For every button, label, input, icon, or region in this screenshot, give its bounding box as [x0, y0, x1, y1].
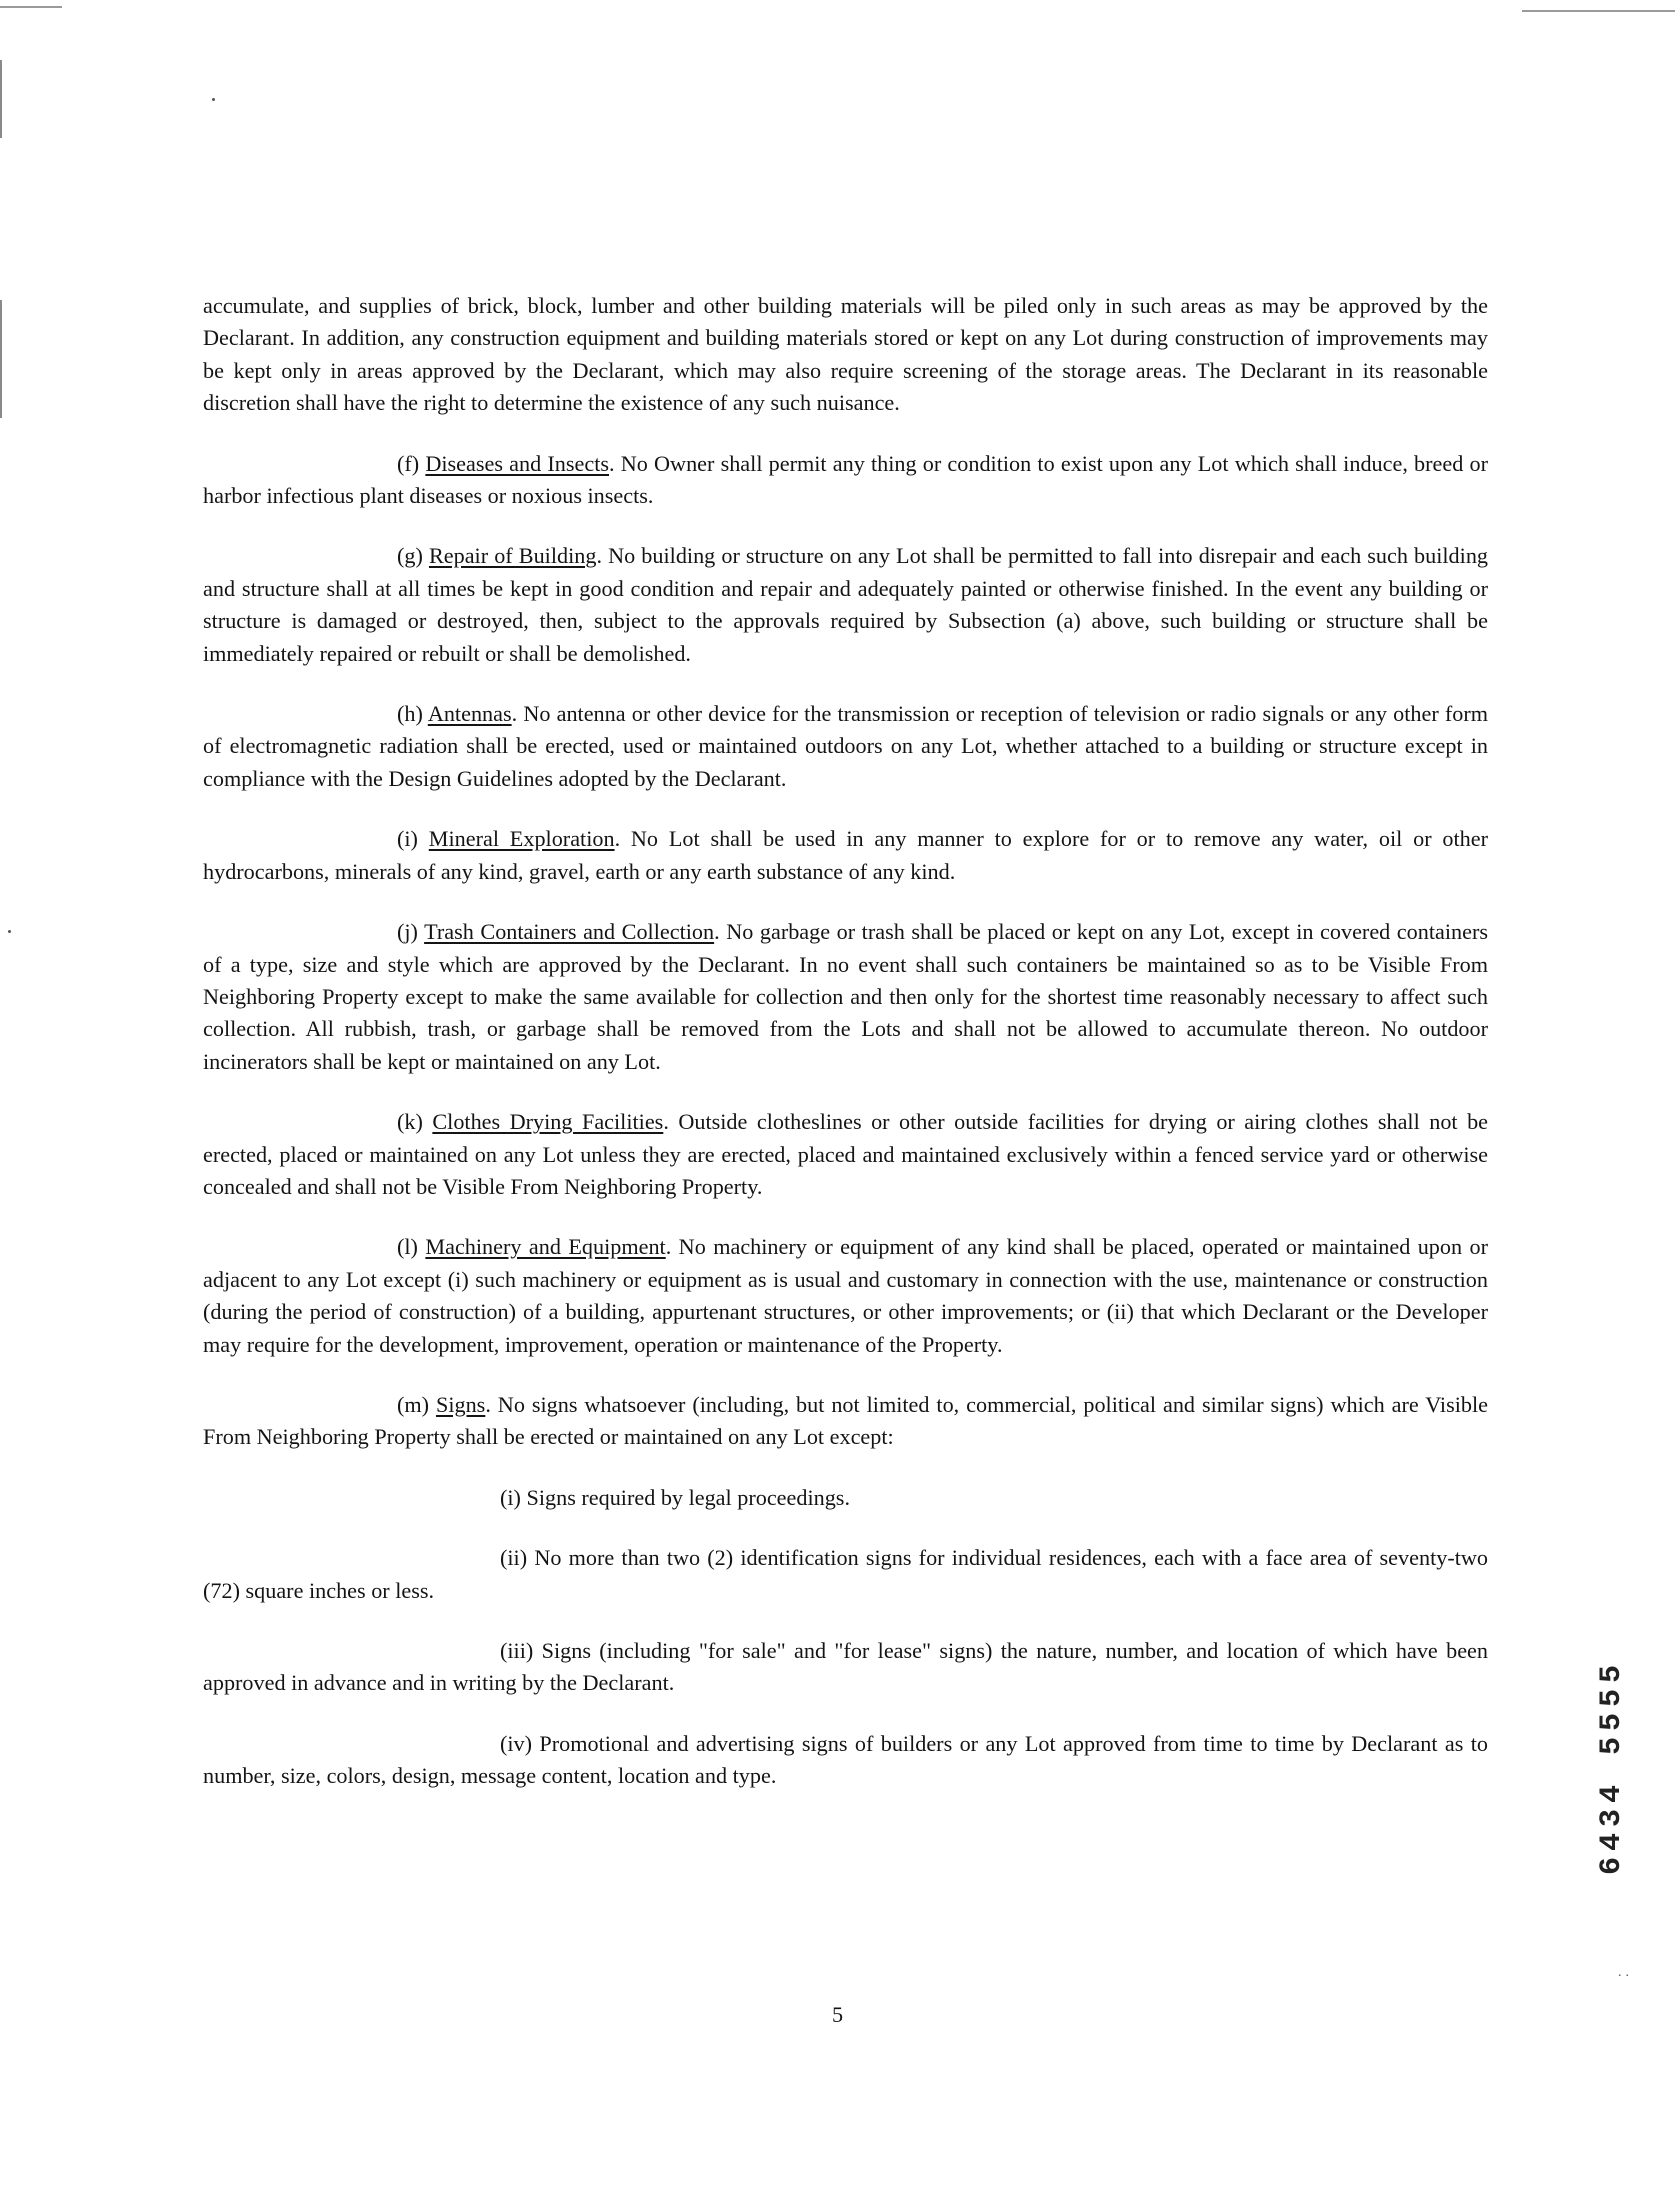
section-m-signs — [203, 1389, 1488, 1454]
section-caption: Machinery and Equipment — [425, 1234, 666, 1260]
section-label: (i) — [397, 826, 418, 852]
section-label: (l) — [397, 1234, 418, 1260]
section-label: (g) — [397, 543, 423, 569]
section-text: . No signs whatsoever (including, but not limited to, commercial, political and similar signs) which are Visible From Neighboring Property shall be erected or maintained on any Lot except: — [203, 1391, 1488, 1450]
section-g-repair-of-building — [203, 540, 1488, 670]
section-caption: Mineral Exploration — [428, 826, 615, 852]
sub-item-label: (i) — [500, 1484, 521, 1510]
section-text: . No Owner shall permit any thing or condition to exist upon any Lot which shall induce, breed or harbor infectious plant diseases or noxious insects. — [203, 450, 1488, 509]
stamp-dots: .. — [1618, 1965, 1633, 1980]
section-caption: Repair of Building — [428, 543, 597, 569]
section-text: . No Lot shall be used in any manner to explore for or to remove any water, oil or other hydrocarbons, minerals of any kind, gravel, earth or any earth substance of any kind. — [203, 826, 1489, 884]
section-f-diseases-and-insects — [203, 448, 1488, 513]
section-caption: Diseases and Insects — [425, 450, 609, 476]
section-i-mineral-exploration — [203, 823, 1488, 888]
section-l-machinery-and-equipment — [203, 1231, 1488, 1361]
page-number: 5 — [831, 2002, 844, 2027]
section-caption: Trash Containers and Collection — [424, 919, 715, 945]
section-text: . Outside clotheslines or other outside facilities for drying or airing clothes shall not be erected, placed or maintained on any Lot unless they are erected, placed and maintained exclusively within a fenced service yard or otherwise concealed and shall not be Visible From Neighboring Property. — [203, 1109, 1489, 1199]
paragraph-continuation — [203, 290, 1488, 420]
section-k-clothes-drying — [203, 1106, 1488, 1203]
sub-item-text: Signs (including "for sale" and "for lease" signs) the nature, number, and location of which have been approved in advance and in writing by the Declarant. — [203, 1638, 1488, 1696]
scan-speck — [8, 930, 11, 933]
section-text: . No garbage or trash shall be placed or kept on any Lot, except in covered containers of a type, size and style which are approved by the Declarant. In no event shall such containers be maintained so as to be Visible From Neighboring Property except to make the same available for collection and then only for the shortest time reasonably necessary to affect such collection. All rubbish, trash, or garbage shall be removed from the Lots and shall not be allowed to accumulate thereon. No outdoor incinerators shall be kept or maintained on any Lot. — [203, 919, 1488, 1074]
left-margin-mark — [0, 60, 2, 138]
sub-item-label: (ii) — [500, 1545, 528, 1571]
sub-item-label: (iv) — [500, 1730, 533, 1756]
left-margin-mark — [0, 300, 2, 418]
section-h-antennas — [203, 698, 1488, 795]
document-body — [203, 290, 1488, 1821]
section-label: (m) — [397, 1391, 430, 1417]
section-label: (f) — [397, 450, 420, 476]
signs-sub-item — [203, 1728, 1488, 1793]
section-label: (j) — [397, 919, 418, 945]
paragraph-text: accumulate, and supplies of brick, block, lumber and other building materials will be piled only in such areas as may be approved by the Declarant. In addition, any construction equipment and building materials stored or kept on any Lot during construction of improvements may be kept only in areas approved by the Declarant, which may also require screening of the storage areas. The Declarant in its reasonable discretion shall have the right to determine the existence of any such nuisance. — [203, 293, 1488, 416]
section-caption: Antennas — [427, 701, 512, 727]
signs-sub-item — [203, 1635, 1488, 1700]
section-label: (k) — [397, 1109, 423, 1135]
section-label: (h) — [397, 701, 423, 727]
section-j-trash-containers — [203, 916, 1488, 1078]
scan-speck — [212, 98, 215, 101]
signs-sub-item — [203, 1542, 1488, 1607]
recording-stamp — [1592, 1580, 1632, 1960]
section-text: . No machinery or equipment of any kind shall be placed, operated or maintained upon or adjacent to any Lot except (i) such machinery or equipment as is usual and customary in connection with the use, maintenance or construction (during the period of construction) of a building, appurtenant structures, or other improvements; or (ii) that which Declarant or the Developer may require for the development, improvement, operation or maintenance of the Property. — [203, 1234, 1488, 1357]
top-left-rule — [0, 6, 62, 8]
recording-stamp-number: 6434 5555 — [1595, 1658, 1629, 1876]
section-text: . No antenna or other device for the transmission or reception of television or radio signals or any other form of electromagnetic radiation shall be erected, used or maintained outdoors on any Lot, whether attached to a building or structure except in compliance with the Design Guidelines adopted by the Declarant. — [203, 701, 1489, 791]
sub-item-text: Signs required by legal proceedings. — [526, 1484, 850, 1510]
signs-sub-item — [203, 1482, 1488, 1514]
section-caption: Signs — [435, 1391, 486, 1417]
section-caption: Clothes Drying Facilities — [432, 1109, 664, 1135]
top-right-rule — [1522, 10, 1675, 12]
sub-item-label: (iii) — [500, 1638, 534, 1663]
sub-item-text: Promotional and advertising signs of builders or any Lot approved from time to time by Declarant as to number, size, colors, design, message content, location and type. — [203, 1730, 1488, 1789]
sub-item-text: No more than two (2) identification signs for individual residences, each with a face area of seventy-two (72) square inches or less. — [203, 1545, 1488, 1603]
section-text: . No building or structure on any Lot shall be permitted to fall into disrepair and each such building and structure shall at all times be kept in good condition and repair and adequately painted or otherwise finished. In the event any building or structure is damaged or destroyed, then, subject to the approvals required by Subsection (a) above, such building or structure shall be immediately repaired or rebuilt or shall be demolished. — [203, 543, 1489, 666]
